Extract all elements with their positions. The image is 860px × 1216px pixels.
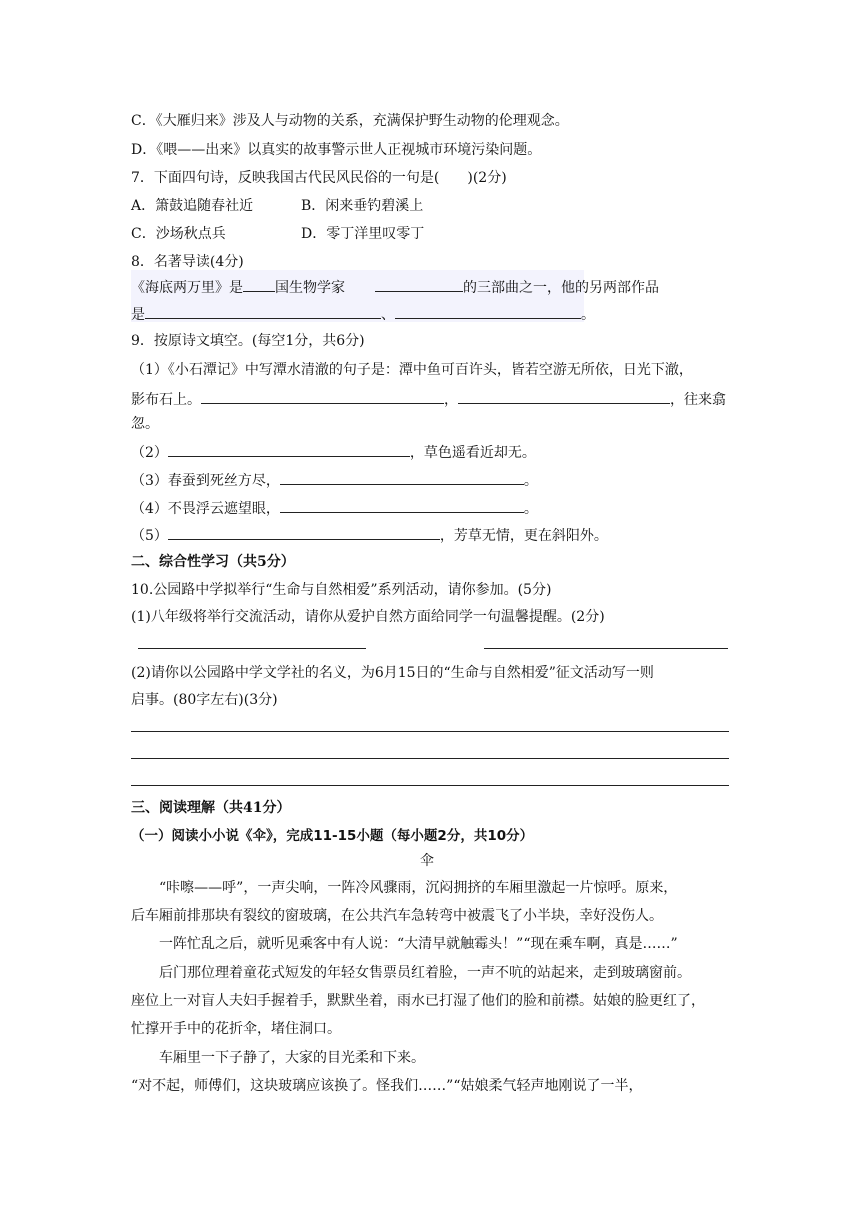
q7-option-d: D．零丁洋里叹零丁	[301, 226, 425, 242]
story-p3-line1: 后门那位理着童花式短发的年轻女售票员红着脸，一声不吭的站起来，走到玻璃窗前。	[159, 965, 691, 981]
q10-2-line1: (2)请你以公园路中学文学社的名义，为6月15日的“生命与自然相爱”征文活动写一则	[131, 665, 654, 681]
story-p1-line2: 后车厢前排那块有裂纹的窗玻璃，在公共汽车急转弯中被震飞了小半块，幸好没伤人。	[131, 908, 663, 924]
q10-1-answer-line-right[interactable]	[484, 648, 728, 649]
q9-s1-line3: 忽。	[131, 416, 159, 432]
q10-1-stem: (1)八年级将举行交流活动，请你从爱护自然方面给同学一句温馨提醒。(2分)	[131, 609, 605, 625]
q9-s1-line2: 影布石上。 ， ，往来翕	[131, 388, 726, 410]
story-p5: “对不起，师傅们，这块玻璃应该换了。怪我们……”“姑娘柔气轻声地刚说了一半，	[131, 1078, 643, 1094]
q9-s4-blank[interactable]	[280, 497, 524, 513]
q8-blank-author[interactable]	[375, 276, 463, 292]
q7-options-row1	[131, 196, 423, 216]
q10-2-answer-line[interactable]	[131, 758, 729, 759]
story-p3-line2: 座位上一对盲人夫妇手握着手，默默坐着，雨水已打湿了他们的脸和前襟。姑娘的脸更红了，	[131, 993, 705, 1009]
q7-stem: 7．下面四句诗，反映我国古代民风民俗的一句是( )(2分)	[131, 170, 507, 186]
q8-line2: 是 、 。	[131, 303, 595, 325]
q9-s2-blank[interactable]	[168, 441, 410, 457]
q7-option-c: C．沙场秋点兵	[131, 226, 226, 242]
q9-title: 9．按原诗文填空。(每空1分，共6分)	[131, 333, 365, 349]
q9-s5: （5） ，芳草无情，更在斜阳外。	[131, 524, 608, 546]
section3-heading: 三、阅读理解（共41分）	[131, 800, 291, 816]
q9-s2: （2） ，草色遥看近却无。	[131, 441, 536, 463]
q7-options-row2	[131, 224, 424, 244]
story-p3-line3: 忙撑开手中的花折伞，堵住洞口。	[131, 1021, 341, 1037]
q7-option-a: A．箫鼓追随春社近	[131, 198, 254, 214]
q8-blank-country[interactable]	[243, 276, 275, 292]
q9-s3: （3）春蚕到死丝方尽， 。	[131, 469, 538, 491]
q10-1-answer-line-left[interactable]	[138, 648, 366, 649]
q7-option-b: B．闲来垂钓碧溪上	[301, 198, 424, 214]
q9-s1-blank2[interactable]	[458, 388, 670, 404]
q9-s4: （4）不畏浮云遮望眼， 。	[131, 497, 538, 519]
section2-heading: 二、综合性学习（共5分）	[131, 554, 295, 570]
q6-option-d: D．《喂——出来》以真实的故事警示世人正视城市环境污染问题。	[131, 142, 542, 158]
q10-stem: 10.公园路中学拟举行“生命与自然相爱”系列活动，请你参加。(5分)	[131, 582, 552, 598]
q8-title: 8．名著导读(4分)	[131, 254, 244, 270]
q10-2-line2: 启事。(80字左右)(3分)	[131, 692, 278, 708]
q8-blank-work1[interactable]	[145, 303, 381, 319]
story-p4: 车厢里一下子静了，大家的目光柔和下来。	[159, 1050, 425, 1066]
q8-line1: 《海底两万里》是 国生物学家 的三部曲之一，他的另两部作品	[131, 276, 659, 298]
q10-2-answer-line[interactable]	[131, 785, 729, 786]
q10-2-answer-line[interactable]	[131, 731, 729, 732]
story-p1-line1: “咔嚓——呼”，一声尖响，一阵冷风骤雨，沉闷拥挤的车厢里激起一片惊呼。原来，	[159, 880, 678, 896]
q6-option-c: C．《大雁归来》涉及人与动物的关系，充满保护野生动物的伦理观念。	[131, 113, 569, 129]
story-title: 伞	[420, 853, 434, 869]
q9-s1-line1: （1）《小石潭记》中写潭水清澈的句子是：潭中鱼可百许头，皆若空游无所依，日光下澈，	[131, 362, 693, 378]
story-p2: 一阵忙乱之后，就听见乘客中有人说：“大清早就触霉头！”“现在乘车啊，真是……”	[159, 936, 678, 952]
q8-blank-work2[interactable]	[395, 303, 581, 319]
section3-sub1: （一）阅读小小说《伞》，完成11-15小题（每小题2分，共10分）	[131, 828, 534, 844]
q9-s1-blank1[interactable]	[201, 388, 444, 404]
q9-s3-blank[interactable]	[280, 469, 524, 485]
q9-s5-blank[interactable]	[168, 524, 440, 540]
